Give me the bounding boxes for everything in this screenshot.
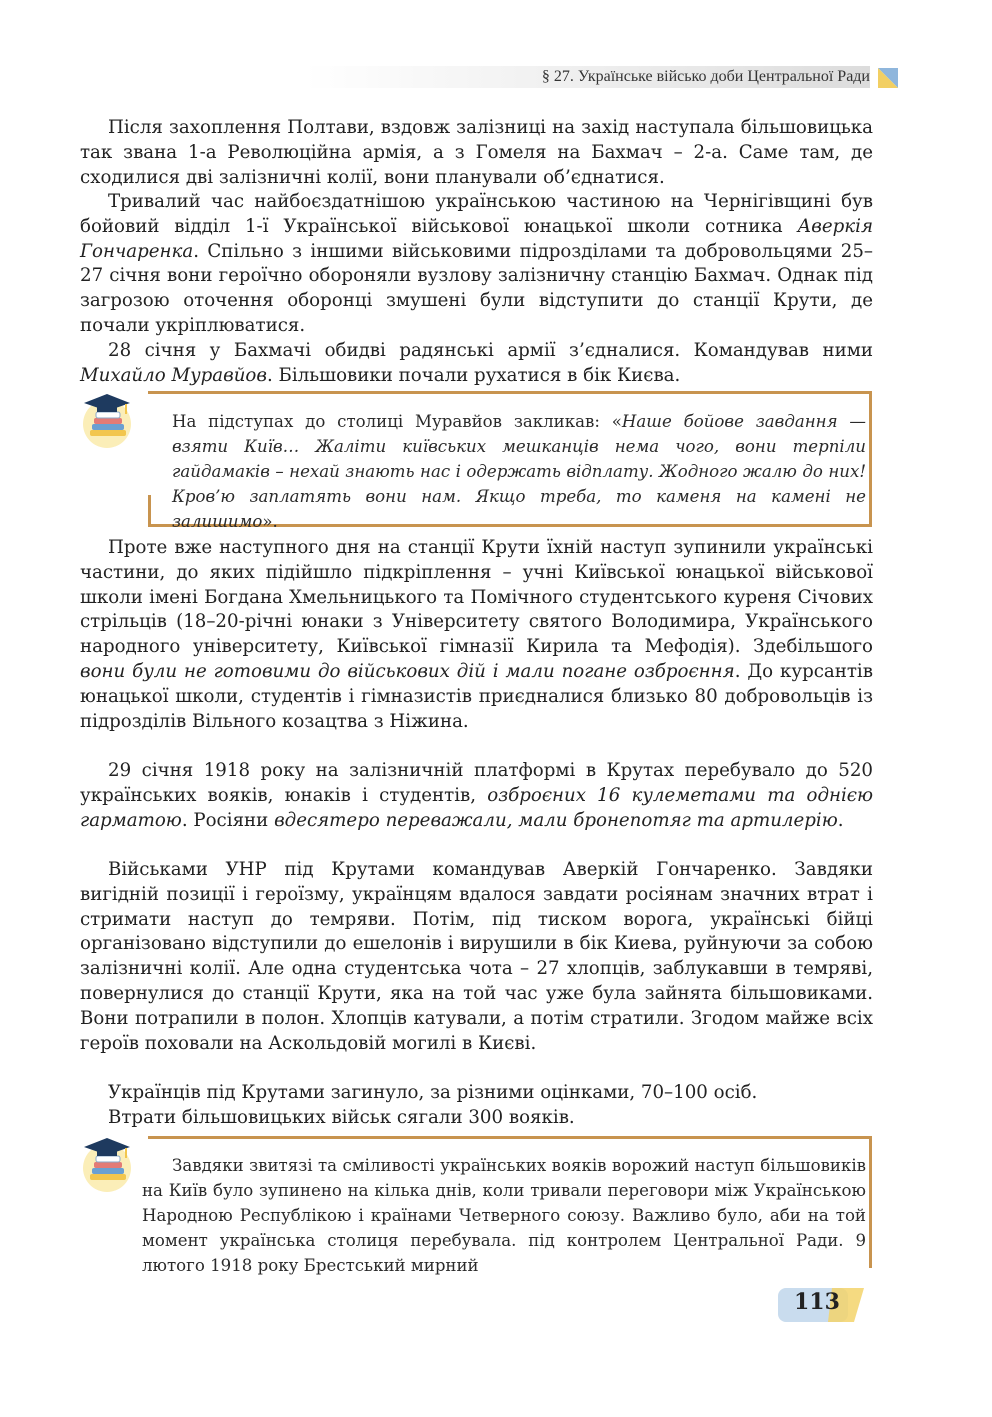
quote-block: На підступах до столиці Муравйов закликав: «Наше бойове завдання — взяти Київ… Жаліти київських мешканців нема чого, вони терпіли гайдамаків – нехай знають нас і одержать відплату. Жодного жалю до них! Кров’ю заплатять вони нам. Якщо треба, то каменя на камені не залишимо».	[172, 412, 866, 531]
corner-decoration-icon	[878, 68, 898, 88]
paragraph: Тривалий час найбоєздатнішою українською частиною на Чернігівщині був бойовий відділ 1-ї Української військової юнацької школи сотника Аверкія Гончаренка. Спільно з іншими військовими підрозділами та добровольцями 25–27 січня вони героїчно обороняли вузлову залізничну станцію Бахмач. Однак під загрозою оточення оборонці змушені були відступити до станції Крути, де почали укріплюватися.	[80, 191, 873, 336]
page-number: 113	[794, 1289, 840, 1315]
paragraph: Втрати більшовицьких військ сягали 300 вояків.	[108, 1107, 575, 1128]
paragraph: Проте вже наступного дня на станції Крути їхній наступ зупинили українські частини, до яких підійшло підкріплення – учні Київської юнацької військової школи імені Богдана Хмельницького та Помічного студентського куреня Січових стрільців (18–20-річні юнаки з Університету святого Володимира, Українського народного університету, Київської гімназії Кирила та Мефодія). Здебільшого вони були не готовими до військових дій і мали погане озброєння. До курсантів юнацької школи, студентів і гімназистів приєдналися близько 80 добровольців із підрозділів Вільного козацтва з Ніжина.	[80, 537, 873, 732]
paragraph: Українців під Крутами загинуло, за різними оцінками, 70–100 осіб.	[108, 1082, 758, 1103]
quote-frame-left	[148, 495, 151, 527]
quote-frame-top	[148, 1136, 872, 1139]
quote-frame-right	[869, 391, 872, 527]
paragraph: Після захоплення Полтави, вздовж залізниці на захід наступала більшовицька так звана 1-а Революційна армія, а з Гомеля на Бахмач – 2-а. Саме там, де сходилися дві залізничні колії, вони планували об’єднатися.	[80, 117, 873, 188]
section-title: § 27. Українське військо доби Центральної Ради	[541, 68, 870, 85]
quote-frame-top	[148, 391, 872, 394]
quote-block: Завдяки звитязі та сміливості українських вояків ворожий наступ більшовиків на Київ було зупинено на кілька днів, коли тривали переговори між Українською Народною Республікою і країнами Четверного союзу. Важливо було, аби на той момент українська столиця перебувала. під контролем Центральної Ради. 9 лютого 1918 року Брестський мирний	[142, 1156, 866, 1275]
graduation-cap-books-icon	[80, 390, 134, 450]
quote-frame-right	[869, 1136, 872, 1268]
paragraph: 29 січня 1918 року на залізничній платформі в Крутах перебувало до 520 українських вояків, юнаків і студентів, озброєних 16 кулеметами та однією гарматою. Росіяни вдесятеро переважали, мали бронепотяг та артилерію.	[80, 760, 873, 831]
paragraph: 28 січня у Бахмачі обидві радянські армії з’єдналися. Командував ними Михайло Муравйов. Більшовики почали рухатися в бік Києва.	[80, 340, 873, 386]
graduation-cap-books-icon	[80, 1134, 134, 1194]
paragraph: Військами УНР під Крутами командував Аверкій Гончаренко. Завдяки вигідній позиції і героїзму, українцям вдалося завдати росіянам значних втрат і стримати наступ до темряви. Потім, під тиском ворога, українські бійці організовано відступили до ешелонів і вирушили в бік Киева, руйнуючи за собою залізничні колії. Але одна студентська чота – 27 хлопців, заблукавши в темряві, повернулися до станції Крути, яка на той час уже була зайнята більшовиками. Вони потрапили в полон. Хлопців катували, а потім стратили. Згодом майже всіх героїв поховали на Аскольдовій могилі в Києві.	[80, 859, 873, 1054]
